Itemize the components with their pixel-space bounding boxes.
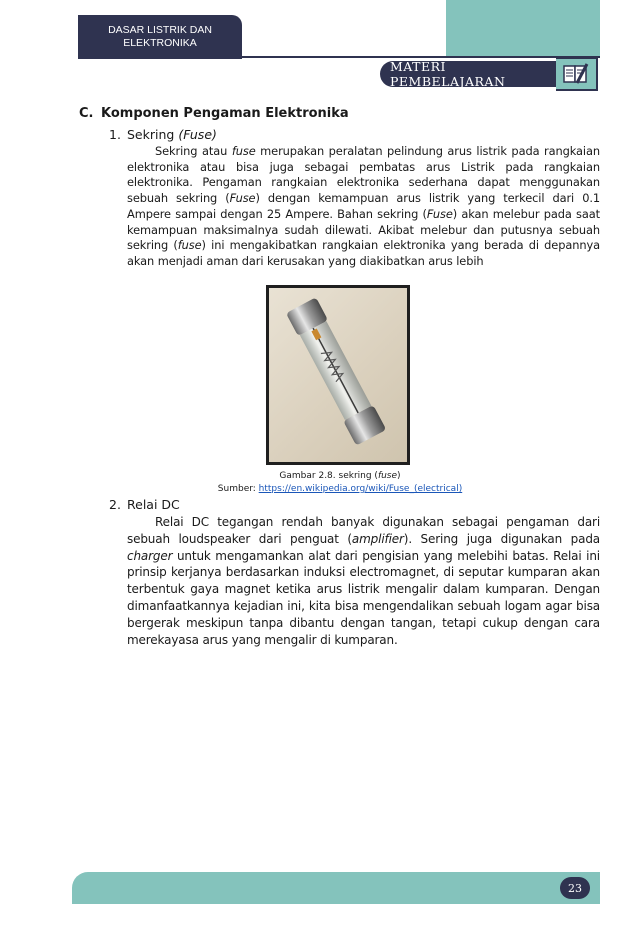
item1-heading <box>109 127 217 142</box>
text-italic: fuse <box>177 238 202 253</box>
text-italic: fuse <box>231 144 256 158</box>
item1-number: 1. <box>109 127 121 142</box>
header-teal-block <box>446 0 600 56</box>
fuse-illustration <box>269 288 407 462</box>
item2-number: 2. <box>109 497 121 512</box>
caption-italic: fuse <box>377 471 398 481</box>
page-number: 23 <box>568 881 582 895</box>
caption-title <box>150 470 530 483</box>
text-italic: charger <box>127 548 173 563</box>
caption-text: ) <box>397 471 401 481</box>
fuse-photo <box>266 285 410 465</box>
text-run: untuk mengamankan alat dari pengisian yang melebihi batas. Relai ini prinsip kerjanya berdasarkan induksi electromagnet, di seputar kumparan akan terbentuk gaya magnet ketika arus listrik mengalir dalam kumparan. Dengan dimanfaatkannya kejadian ini, kita bisa mengendalikan sebuah logam agar bisa bergerak meskipun tanpa dibantu dengan tangan, tetapi cukup dengan cara merekayasa arus yang mengalir di kumparan. <box>127 548 600 647</box>
footer-bar <box>72 872 600 904</box>
section-label: MATERI PEMBELAJARAN <box>390 59 506 89</box>
text-run: ) akan melebur pada saat kemampuan maksimalnya sudah dilewati. Akibat melebur dan putusnya sebuah sekring ( <box>127 206 600 253</box>
book-title: DASAR LISTRIK DAN ELEKTRONIKA <box>108 24 212 49</box>
source-label: Sumber: <box>217 484 259 494</box>
section-heading <box>79 106 349 121</box>
text-run: Sekring atau <box>155 144 232 158</box>
item2-title: Relai DC <box>127 497 180 512</box>
section-letter: C. <box>79 106 94 121</box>
text-run: ). Sering juga digunakan pada <box>403 531 600 546</box>
text-italic: Fuse <box>229 191 256 206</box>
item1-title-italic: (Fuse) <box>178 127 217 142</box>
item2-paragraph <box>127 514 600 648</box>
source-link[interactable]: https://en.wikipedia.org/wiki/Fuse_(electrical) <box>258 484 463 494</box>
header-rule <box>78 56 600 58</box>
page-number-badge <box>560 877 590 899</box>
item1-paragraph <box>127 144 600 270</box>
book-pencil-icon <box>563 63 589 85</box>
text-italic: amplifier <box>351 531 404 546</box>
section-title: Komponen Pengaman Elektronika <box>101 106 349 121</box>
book-title-tab <box>78 15 242 59</box>
text-run: Relai DC tegangan rendah banyak digunakan sebagai pengaman dari sebuah loudspeaker dari penguat ( <box>127 515 600 546</box>
figure-caption <box>150 470 530 496</box>
text-run: merupakan peralatan pelindung arus listrik pada rangkaian elektronika atau bisa juga sebagai pembatas arus Listrik pada rangkaian elektronika. Pengaman rangkaian elektronika sederhana dapat menggunakan sebuah sekring ( <box>127 144 600 206</box>
caption-source <box>150 483 530 496</box>
item1-title: Sekring <box>127 127 175 142</box>
text-run: ) ini mengakibatkan rangkaian elektronika yang berada di depannya akan menjadi aman dari kerusakan yang diakibatkan arus lebih <box>127 238 600 268</box>
text-run: ) dengan kemampuan arus listrik yang terkecil dari 0.1 Ampere sampai dengan 25 Ampere. Bahan sekring ( <box>127 191 601 221</box>
section-label-bar <box>380 61 556 87</box>
item2-heading <box>109 497 180 512</box>
text-italic: Fuse <box>426 206 453 221</box>
caption-text: Gambar 2.8. sekring ( <box>279 471 378 481</box>
book-pencil-icon-box <box>556 57 598 91</box>
